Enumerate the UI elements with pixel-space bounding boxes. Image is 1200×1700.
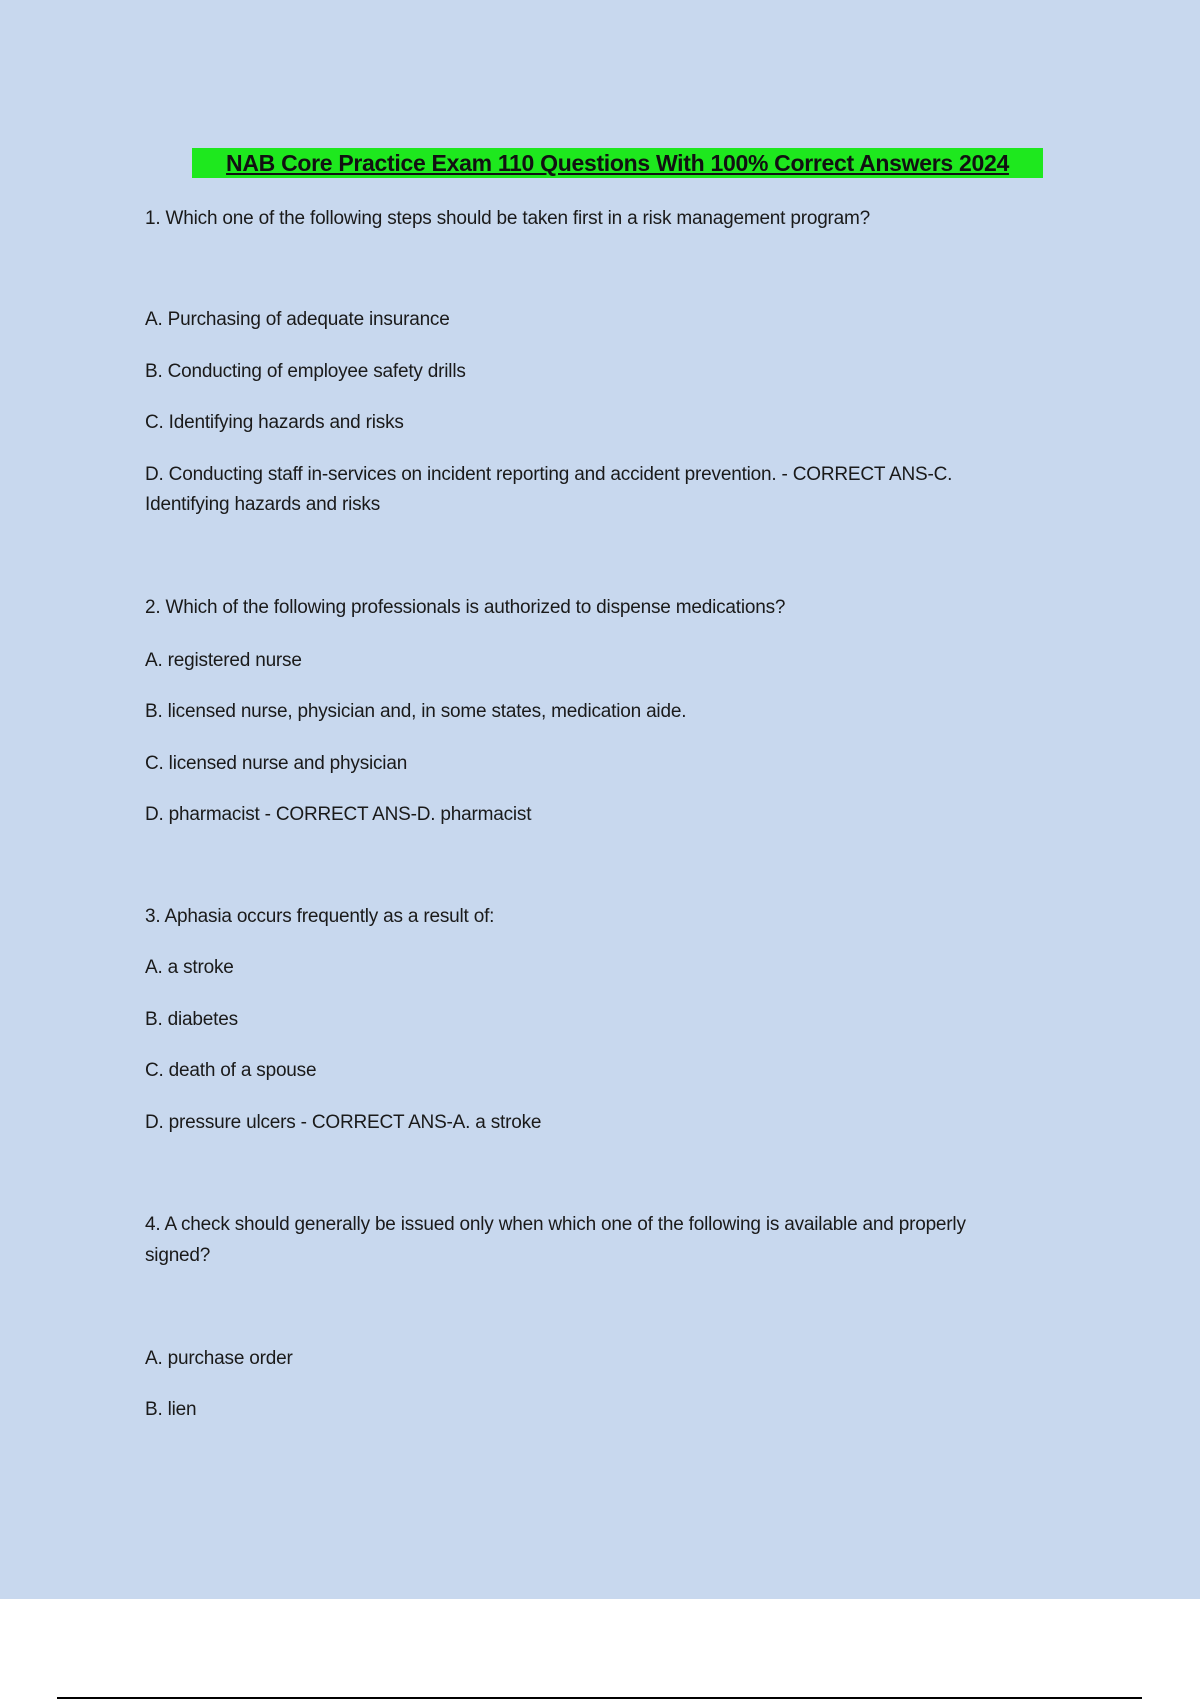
footer-divider — [57, 1697, 1142, 1699]
question-4-option-b: B. lien — [145, 1399, 197, 1420]
question-2-option-d: D. pharmacist - CORRECT ANS-D. pharmacist — [145, 804, 532, 825]
document-title: NAB Core Practice Exam 110 Questions With 100% Correct Answers 2024 — [192, 148, 1043, 178]
question-3-option-a: A. a stroke — [145, 957, 234, 978]
question-1-option-b: B. Conducting of employee safety drills — [145, 361, 466, 382]
question-1-option-c: C. Identifying hazards and risks — [145, 412, 404, 433]
question-4: 4. A check should generally be issued only when which one of the following is available and properly — [145, 1214, 966, 1235]
question-4-continued: signed? — [145, 1245, 211, 1266]
question-4-option-a: A. purchase order — [145, 1348, 293, 1369]
question-3-option-d: D. pressure ulcers - CORRECT ANS-A. a stroke — [145, 1112, 542, 1133]
question-2: 2. Which of the following professionals is authorized to dispense medications? — [145, 597, 786, 618]
question-1-option-a: A. Purchasing of adequate insurance — [145, 309, 450, 330]
question-3-option-c: C. death of a spouse — [145, 1060, 317, 1081]
question-1: 1. Which one of the following steps should be taken first in a risk management program? — [145, 208, 871, 229]
question-2-option-a: A. registered nurse — [145, 650, 302, 671]
question-1-option-d: D. Conducting staff in-services on incident reporting and accident prevention. - CORRECT ANS-C. — [145, 464, 953, 485]
question-3-option-b: B. diabetes — [145, 1009, 238, 1030]
question-3: 3. Aphasia occurs frequently as a result of: — [145, 906, 495, 927]
question-1-answer-continued: Identifying hazards and risks — [145, 494, 380, 515]
question-2-option-b: B. licensed nurse, physician and, in some states, medication aide. — [145, 701, 687, 722]
question-2-option-c: C. licensed nurse and physician — [145, 753, 408, 774]
